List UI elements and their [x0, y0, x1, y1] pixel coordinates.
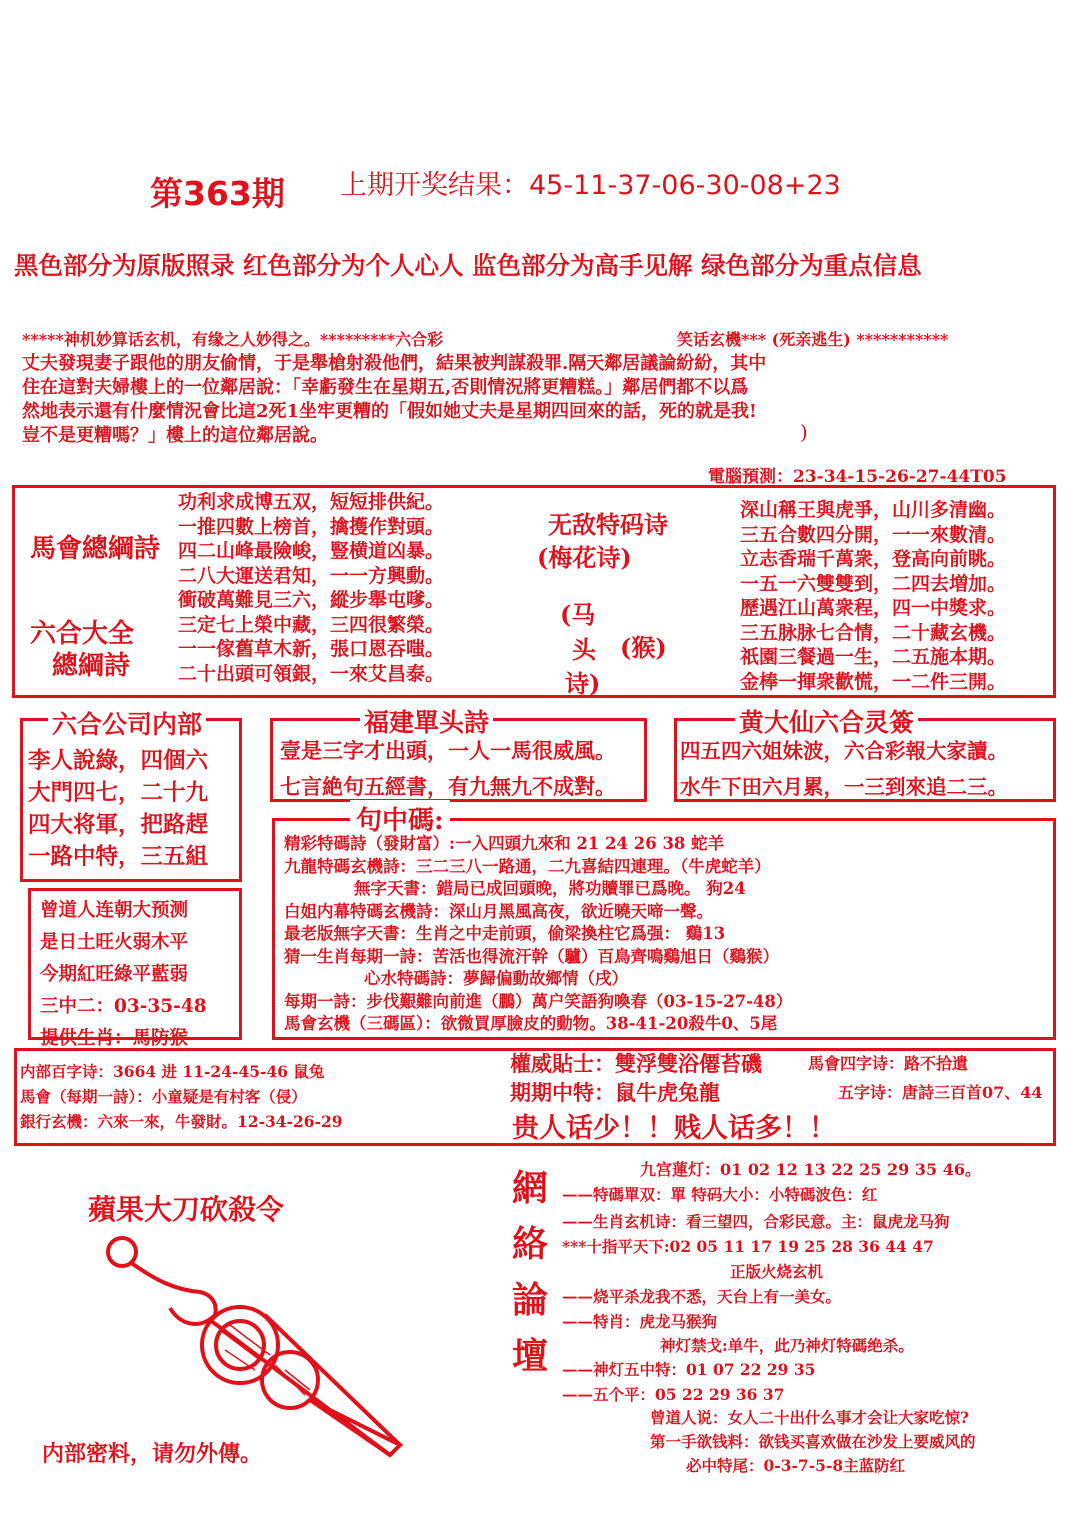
wudi-line: 深山稱王與虎爭，山川多清幽。: [740, 499, 1007, 521]
liuhe-title: 六合大全: [30, 619, 135, 649]
fujian-title: 福建單头詩: [360, 703, 493, 739]
juzhongma-title: 句中碼:: [350, 800, 450, 837]
wudi-line: 三五合數四分開，一一來數清。: [740, 523, 1007, 546]
company-title: 六合公司内部: [48, 705, 206, 741]
company-line: 大門四七，二十九: [28, 780, 209, 806]
wudi-title: 无敌特码诗: [548, 510, 668, 539]
zengdao-title: 曾道人连朝大预测: [40, 900, 189, 921]
five-word-poem: 五字诗：唐詩三百首07、44: [838, 1083, 1043, 1102]
forum-tail: [650, 1406, 976, 1478]
mahui-four-words: 馬會四字诗：路不拾遺: [808, 1054, 969, 1073]
zengdao-line: 提供生肖：馬防猴: [40, 1028, 189, 1049]
slogan: 贵人话少！！贱人话多！！: [512, 1113, 836, 1144]
bottom-left-body: [20, 1059, 343, 1134]
zengdao-body: [40, 895, 207, 1055]
juzhongma-line: 精彩特碼詩（發財富）:一入四頭九來和 21 24 26 38 蛇羊: [284, 834, 725, 853]
bottom-left-line: 内部百字诗：3664 进 11-24-45-46 鼠兔: [20, 1062, 325, 1081]
color-legend: 黑色部分为原版照录 红色部分为个人心人 监色部分为高手见解 绿色部分为重点信息: [14, 251, 922, 280]
last-result-value: 45-11-37-06-30-08+23: [529, 170, 841, 201]
joke-body: [22, 352, 766, 448]
wudi-line: 金棒一揮衆歡慌，一二件三開。: [740, 670, 1007, 693]
forum-line: ——五个平：05 22 29 36 37: [562, 1385, 785, 1404]
fujian-body: [280, 733, 616, 805]
juzhongma-line: 九龍特碼玄機詩：三二三八一路通，二九喜結四連理。（牛虎蛇羊）: [284, 856, 771, 876]
mahui-title: 馬會總綱詩: [30, 534, 161, 564]
wudi-tou: 头: [572, 635, 596, 664]
forum-line: ***十指平天下:02 05 11 17 19 25 28 36 44 47: [562, 1237, 934, 1256]
joke-line: 丈夫發現妻子跟他的朋友偷情，于是舉槍射殺他們，結果被判謀殺罪.隔天鄰居議論紛紛，其中: [22, 353, 767, 374]
mahui-line: 一推四數上榜首，擒擭作對頭。: [178, 515, 445, 538]
wudi-line: 歷遇江山萬衆程，四一中獎求。: [740, 597, 1007, 619]
forum-line: ——神灯五中特：01 07 22 29 35: [562, 1360, 816, 1379]
huangdaxian-line: 四五四六姐妹波，六合彩報大家讀。: [680, 739, 1008, 763]
wudi-line: 立志香瑞千萬衆，登高向前眺。: [740, 548, 1007, 570]
wudi-poem: [740, 498, 1006, 694]
forum-line: 神灯禁戈:单牛，此乃神灯特碼绝杀。: [660, 1336, 914, 1355]
forum-vertical-title: [512, 1160, 548, 1384]
last-result: [340, 163, 841, 202]
issue-number: 第363期: [150, 174, 285, 213]
zengdao-line: 是日土旺火弱木平: [40, 932, 189, 953]
zengdao-line: 今期紅旺綠平藍弱: [40, 964, 189, 985]
every-issue-special: 期期中特：鼠牛虎兔龍: [510, 1080, 720, 1105]
company-body: [28, 745, 208, 873]
bottom-left-line: 銀行玄機：六來一來，牛發財。12-34-26-29: [20, 1112, 343, 1131]
mahui-line: 衝破萬難見三六，縱步舉屯嗲。: [178, 589, 445, 611]
knife-title: 蘋果大刀砍殺令: [88, 1193, 285, 1226]
forum-char: 壇: [512, 1335, 549, 1377]
forum-line: 正版火烧玄机: [730, 1262, 824, 1281]
huangdaxian-body: [680, 733, 1008, 805]
forum-line: ——特碼單双：單 特码大小：小特碼波色：红: [562, 1185, 878, 1204]
mahui-line: 二八大運送君知，一一方興動。: [178, 564, 445, 587]
joke-title-left: *****神机妙算话玄机，有缘之人妙得之。*********六合彩: [22, 330, 444, 349]
juzhongma-line: 無字天書：錯局已成回頭晚，將功贖罪已爲晚。 狗24: [354, 879, 746, 898]
wudi-hou: (猴): [620, 633, 667, 662]
mahui-line: 一一傢舊草木新，張口恩吞嗤。: [178, 638, 445, 660]
bottom-left-line: 馬會（每期一詩）：小童疑是有村客（侵）: [20, 1087, 307, 1106]
huangdaxian-line: 水牛下田六月累，一三到來追二三。: [680, 775, 1008, 799]
mahui-poem: [178, 490, 444, 686]
joke-line: 住在這對夫婦樓上的一位鄰居說：「幸虧發生在星期五,否則情況將更糟糕。」鄰居們都不以爲: [22, 377, 749, 398]
company-line: 四大将軍，把路趕: [28, 812, 209, 838]
forum-char: 論: [512, 1279, 549, 1321]
forum-tail-line: 必中特尾：0-3-7-5-8主蓝防红: [686, 1456, 906, 1475]
forum-tail-line: 曾道人说：女人二十出什么事才会让大家吃惊?: [650, 1408, 970, 1427]
fujian-line: 七言絶句五經書，有九無九不成對。: [280, 774, 616, 799]
authority-tips: 權威貼士：雙浮雙浴僊苔磯: [510, 1051, 762, 1076]
forum-line: ——烧平杀龙我不悉，天台上有一美女。: [562, 1287, 842, 1306]
juzhongma-body: [284, 833, 792, 1036]
wudi-line: 祇園三餐過一生，二五施本期。: [740, 646, 1007, 668]
huangdaxian-title: 黄大仙六合灵簽: [735, 703, 918, 739]
computer-prediction: 電腦預測：23-34-15-26-27-44T05: [708, 467, 1007, 487]
joke-close-paren: ): [800, 420, 808, 444]
juzhongma-line: 猜一生肖每期一詩：苦活也得流汗幹（驢）百鳥齊鳴鷄旭日（鷄猴）: [284, 946, 779, 966]
wudi-line: 一五一六雙雙到，二四去増加。: [740, 572, 1007, 595]
wudi-ma: (马: [560, 600, 596, 629]
mahui-line: 功利求成博五双，短短排供紀。: [178, 491, 445, 513]
wudi-shi: 诗): [565, 669, 601, 698]
juzhongma-line: 每期一詩：步伐艱難向前進（鵬）萬户笑語狗喚春（03-15-27-48）: [284, 991, 793, 1011]
juzhongma-line: 白姐内幕特碼玄機詩：深山月黑風高夜，欲近曉天啼一聲。: [284, 901, 713, 921]
company-line: 李人說綠，四個六: [28, 748, 209, 774]
juzhongma-line: 最老版無字天書：生肖之中走前頭，偷梁換柱它爲强： 鷄13: [284, 924, 726, 943]
forum-tail-line: 第一手欲钱料：欲钱买喜欢做在沙发上要威风的: [650, 1432, 976, 1451]
mahui-line: 二十出頭可領銀，一來艾昌泰。: [178, 662, 445, 685]
forum-line: 九宫蓮灯：01 02 12 13 22 25 29 35 46。: [640, 1160, 981, 1179]
company-line: 一路中特，三五組: [28, 844, 209, 870]
last-result-label: 上期开奖结果：: [340, 170, 529, 201]
wudi-subtitle: (梅花诗): [537, 543, 632, 572]
mahui-line: 四二山峰最險峻，豎横道凶暴。: [178, 540, 445, 562]
joke-line: 然地表示還有什麼情況會比這2死1坐牢更糟的「假如她丈夫是星期四回來的話，死的就是我!: [22, 401, 757, 422]
joke-title-right: 笑话玄機*** (死亲逃生) ***********: [677, 330, 949, 349]
fujian-line: 壹是三字才出頭，一人一馬很威風。: [280, 738, 616, 763]
forum-char: 網: [512, 1167, 549, 1209]
zengdao-line: 三中二：03-35-48: [40, 996, 207, 1017]
juzhongma-line: 心水特碼詩：夢歸偏動故鄉情（戌）: [364, 969, 628, 988]
knife-icon: [60, 1230, 410, 1460]
mahui-line: 三定七上榮中藏，三四很繁榮。: [178, 613, 445, 636]
joke-line: 豈不是更糟嗎？」樓上的這位鄰居說。: [22, 425, 328, 446]
forum-line: ——特肖：虎龙马猴狗: [562, 1312, 718, 1331]
liuhe-title-2: 總綱詩: [52, 651, 131, 681]
forum-line: ——生肖玄机诗：看三望四，合彩民意。主：鼠虎龙马狗: [562, 1212, 950, 1231]
knife-footer: 内部密料，请勿外傳。: [42, 1441, 263, 1467]
juzhongma-line: 馬會玄機（三碼區）：欲微買厚臉皮的動物。38-41-20殺牛0、5尾: [284, 1014, 778, 1033]
wudi-line: 三五脉脉七合情，二十藏玄機。: [740, 621, 1007, 644]
forum-char: 絡: [512, 1223, 549, 1265]
